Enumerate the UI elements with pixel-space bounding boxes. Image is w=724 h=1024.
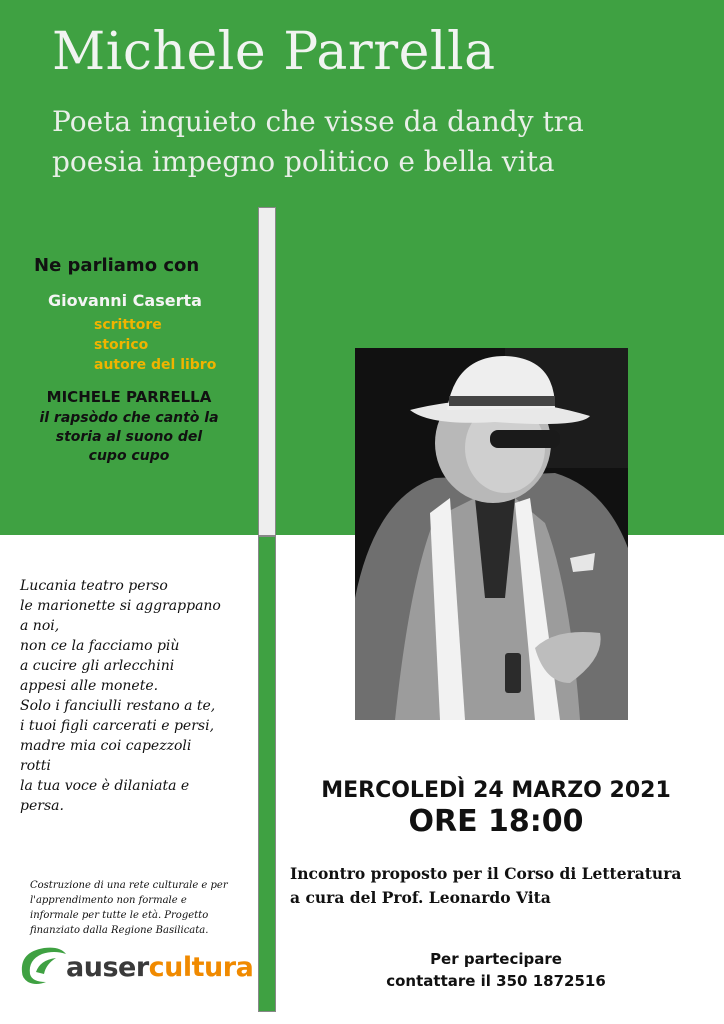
poem-line: non ce la facciamo più [20,638,180,654]
poem-line: persa. [20,798,64,814]
vertical-divider-top [258,207,276,536]
course-info [290,862,681,910]
poem-line: appesi alle monete. [20,678,159,694]
page-subtitle [52,102,584,182]
project-note-line: l'apprendimento non formale e [30,895,187,906]
subtitle-line: poesia impegno politico e bella vita [52,145,555,178]
talk-intro: Ne parliamo con [34,255,200,276]
guest-role: autore del libro [94,357,217,373]
project-note-line: finanziato dalla Regione Basilicata. [30,925,209,936]
project-note-line: Costruzione di una rete culturale e per [30,880,228,891]
book-subtitle-line: il rapsòdo che cantò la [39,410,219,426]
poem-line: rotti [20,758,51,774]
contact-info [282,948,710,992]
auser-swoosh-icon [16,942,72,988]
contact-phone: contattare il 350 1872516 [386,972,606,990]
logo-wordmark [66,952,253,983]
logo-word-cultura: cultura [148,952,254,983]
poem-line: i tuoi figli carcerati e persi, [20,718,215,734]
vertical-divider-bottom [258,536,276,1012]
event-time: ORE 18:00 [408,804,584,839]
portrait-illustration [355,348,628,720]
book-subtitle [0,409,258,466]
page-title: Michele Parrella [52,22,496,82]
poem [20,576,221,816]
logo-word-auser: auser [66,952,149,983]
guest-role: storico [94,337,149,353]
poem-line: madre mia coi capezzoli [20,738,192,754]
guest-name: Giovanni Caserta [48,291,202,310]
book-title: MICHELE PARRELLA [46,388,212,406]
course-info-line: a cura del Prof. Leonardo Vita [290,888,551,907]
portrait-photo [355,348,628,720]
poem-line: le marionette si aggrappano [20,598,221,614]
book-subtitle-line: cupo cupo [88,448,170,464]
poem-line: a noi, [20,618,60,634]
project-note-line: informale per tutte le età. Progetto [30,910,209,921]
course-info-line: Incontro proposto per il Corso di Letteratura [290,864,682,883]
guest-role: scrittore [94,317,162,333]
event-date: MERCOLEDÌ 24 MARZO 2021 [321,778,671,803]
poem-line: Lucania teatro perso [20,578,168,594]
poem-line: Solo i fanciulli restano a te, [20,698,216,714]
subtitle-line: Poeta inquieto che visse da dandy tra [52,105,584,138]
poem-line: a cucire gli arlecchini [20,658,175,674]
book-subtitle-line: storia al suono del [55,429,203,445]
project-note [30,878,228,938]
poem-line: la tua voce è dilaniata e [20,778,190,794]
auser-cultura-logo [16,942,256,994]
guest-roles [94,315,216,375]
contact-line: Per partecipare [430,950,562,968]
